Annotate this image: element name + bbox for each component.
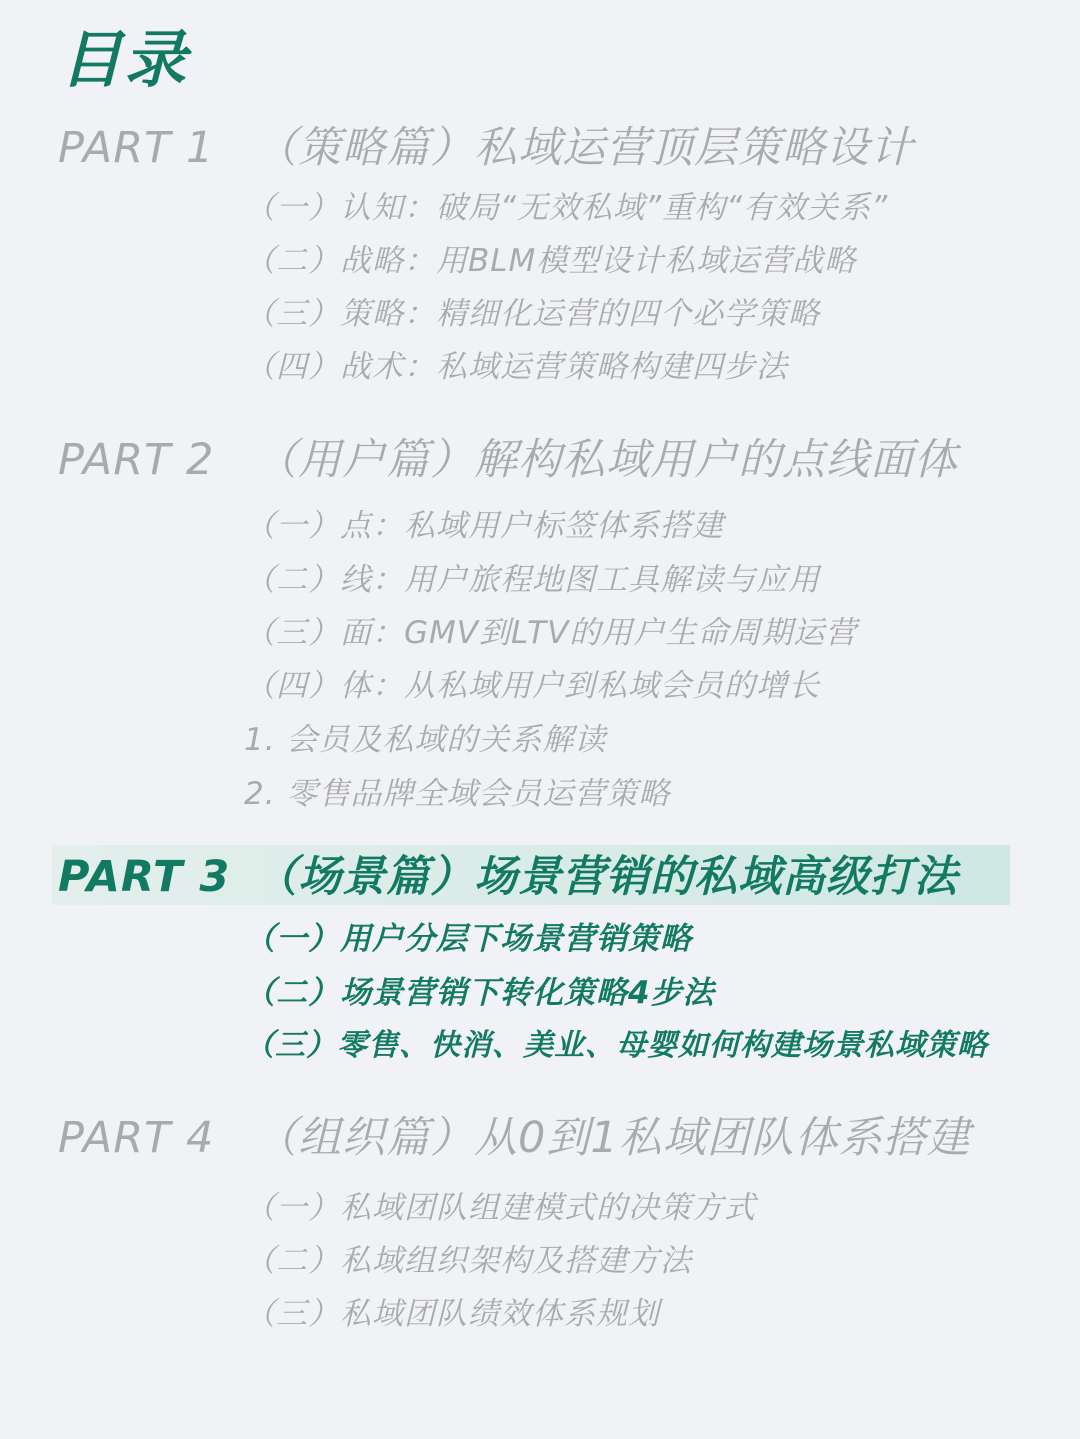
part-title-text: （策略篇）私域运营顶层策略设计 [254, 123, 914, 173]
list-item: （三）面：GMV到LTV的用户生命周期运营 [244, 615, 858, 651]
part-3-heading [58, 847, 958, 907]
list-item: （二）私域组织架构及搭建方法 [244, 1243, 692, 1279]
list-item: （二）战略：用BLM模型设计私域运营战略 [244, 243, 857, 279]
list-item: 2. 零售品牌全域会员运营策略 [244, 776, 671, 812]
part-title-text: （组织篇）从0到1私域团队体系搭建 [254, 1113, 971, 1163]
list-item: （一）点：私域用户标签体系搭建 [244, 508, 724, 544]
part-label: PART 2 [58, 435, 215, 485]
list-item: （二）场景营销下转化策略4步法 [244, 975, 715, 1011]
part-title-text: （场景篇）场景营销的私域高级打法 [254, 852, 958, 902]
list-item: （一）用户分层下场景营销策略 [244, 921, 692, 957]
list-item: （三）私域团队绩效体系规划 [244, 1296, 660, 1332]
list-item: （三）策略：精细化运营的四个必学策略 [244, 296, 820, 332]
part-label: PART 4 [58, 1113, 215, 1163]
list-item: （四）战术：私域运营策略构建四步法 [244, 349, 788, 385]
part-title-text: （用户篇）解构私域用户的点线面体 [254, 435, 958, 485]
list-item: 1. 会员及私域的关系解读 [244, 722, 607, 758]
part-2-heading [58, 430, 958, 490]
part-4-heading [58, 1108, 971, 1168]
list-item: （三）零售、快消、美业、母婴如何构建场景私域策略 [244, 1028, 988, 1063]
part-label: PART 3 [58, 852, 231, 902]
part-1-heading [58, 118, 914, 178]
part-label: PART 1 [58, 123, 215, 173]
list-item: （一）私域团队组建模式的决策方式 [244, 1190, 756, 1226]
list-item: （二）线：用户旅程地图工具解读与应用 [244, 562, 820, 598]
list-item: （一）认知：破局“无效私域”重构“有效关系” [244, 190, 889, 226]
page-title: 目录 [60, 23, 189, 96]
list-item: （四）体：从私域用户到私域会员的增长 [244, 668, 820, 704]
